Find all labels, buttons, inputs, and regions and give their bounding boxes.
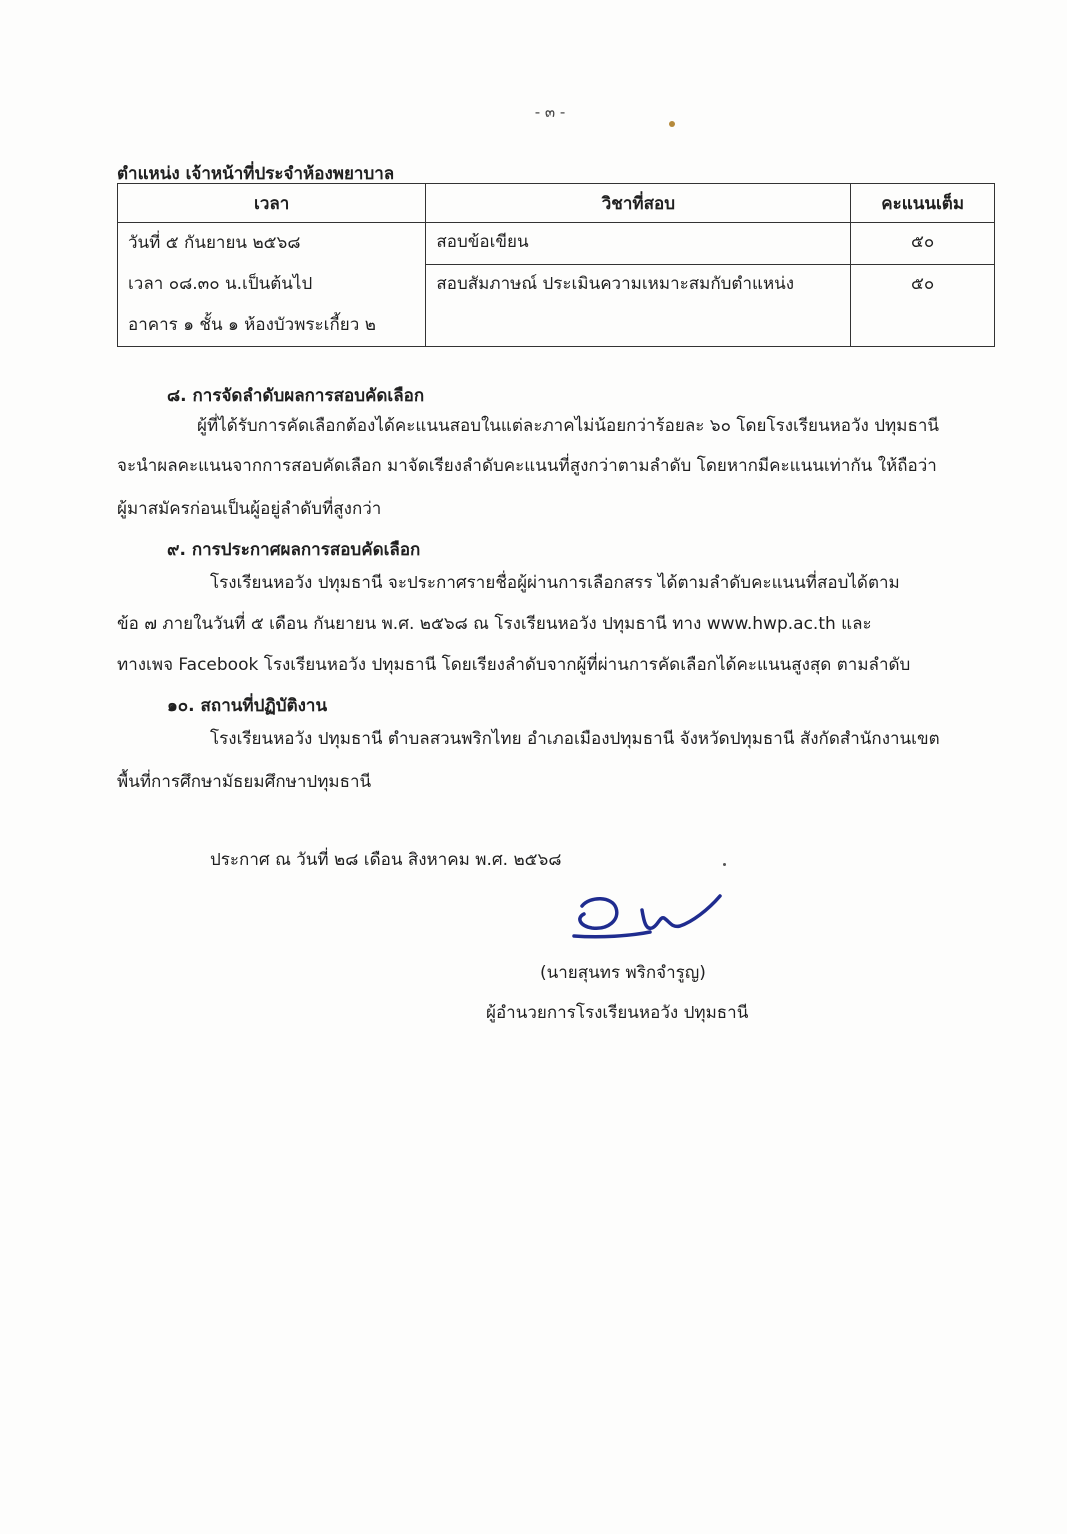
table-header-row xyxy=(118,184,995,223)
header-score: คะแนนเต็ม xyxy=(851,184,995,223)
section9-line: ข้อ ๗ ภายในวันที่ ๕ เดือน กันยายน พ.ศ. ๒๕๖๘ ณ โรงเรียนหอวัง ปทุมธานี ทาง www.hwp.ac.th และ xyxy=(117,614,872,634)
stray-mark xyxy=(723,863,726,866)
header-time: เวลา xyxy=(118,184,426,223)
score-cell: ๕๐ xyxy=(851,264,995,346)
header-subject: วิชาที่สอบ xyxy=(426,184,851,223)
time-line: เวลา ๐๘.๓๐ น.เป็นต้นไป xyxy=(128,274,313,294)
section8-line: จะนำผลคะแนนจากการสอบคัดเลือก มาจัดเรียงลำดับคะแนนที่สูงกว่าตามลำดับ โดยหากมีคะแนนเท่ากัน ให้ถือว่า xyxy=(117,456,937,476)
page-number: - ๓ - xyxy=(534,103,566,121)
announce-date: ประกาศ ณ วันที่ ๒๘ เดือน สิงหาคม พ.ศ. ๒๕๖๘ xyxy=(210,850,562,870)
signer-name: (นายสุนทร พริกจำรูญ) xyxy=(540,963,706,983)
signer-title: ผู้อำนวยการโรงเรียนหอวัง ปทุมธานี xyxy=(486,1003,749,1023)
section9-line: ทางเพจ Facebook โรงเรียนหอวัง ปทุมธานี โดยเรียงลำดับจากผู้ที่ผ่านการคัดเลือกได้คะแนนสูงสุด ตามลำดับ xyxy=(117,655,911,675)
subject-cell: สอบสัมภาษณ์ ประเมินความเหมาะสมกับตำแหน่ง xyxy=(426,264,851,346)
time-line: วันที่ ๕ กันยายน ๒๕๖๘ xyxy=(128,233,301,253)
subject-cell: สอบข้อเขียน xyxy=(426,223,851,265)
time-cell xyxy=(118,223,426,347)
section8-heading: ๘. การจัดลำดับผลการสอบคัดเลือก xyxy=(167,386,425,406)
score-cell: ๕๐ xyxy=(851,223,995,265)
section8-line: ผู้ที่ได้รับการคัดเลือกต้องได้คะแนนสอบในแต่ละภาคไม่น้อยกว่าร้อยละ ๖๐ โดยโรงเรียนหอวัง ปทุมธานี xyxy=(197,416,939,436)
section8-line: ผู้มาสมัครก่อนเป็นผู้อยู่ลำดับที่สูงกว่า xyxy=(117,499,382,519)
exam-schedule-table xyxy=(117,183,995,347)
section10-line: โรงเรียนหอวัง ปทุมธานี ตำบลสวนพริกไทย อำเภอเมืองปทุมธานี จังหวัดปทุมธานี สังกัดสำนักงานเขต xyxy=(210,729,940,749)
section10-heading: ๑๐. สถานที่ปฏิบัติงาน xyxy=(167,696,328,716)
time-line: อาคาร ๑ ชั้น ๑ ห้องบัวพระเกี้ยว ๒ xyxy=(128,315,376,335)
section9-line: โรงเรียนหอวัง ปทุมธานี จะประกาศรายชื่อผู้ผ่านการเลือกสรร ได้ตามลำดับคะแนนที่สอบได้ตาม xyxy=(210,573,900,593)
section9-heading: ๙. การประกาศผลการสอบคัดเลือก xyxy=(167,540,421,560)
signature-image xyxy=(570,888,730,948)
table-row xyxy=(118,223,995,265)
position-title: ตำแหน่ง เจ้าหน้าที่ประจำห้องพยาบาล xyxy=(117,164,395,184)
section10-line: พื้นที่การศึกษามัธยมศึกษาปทุมธานี xyxy=(117,772,372,792)
stray-mark xyxy=(669,121,675,127)
